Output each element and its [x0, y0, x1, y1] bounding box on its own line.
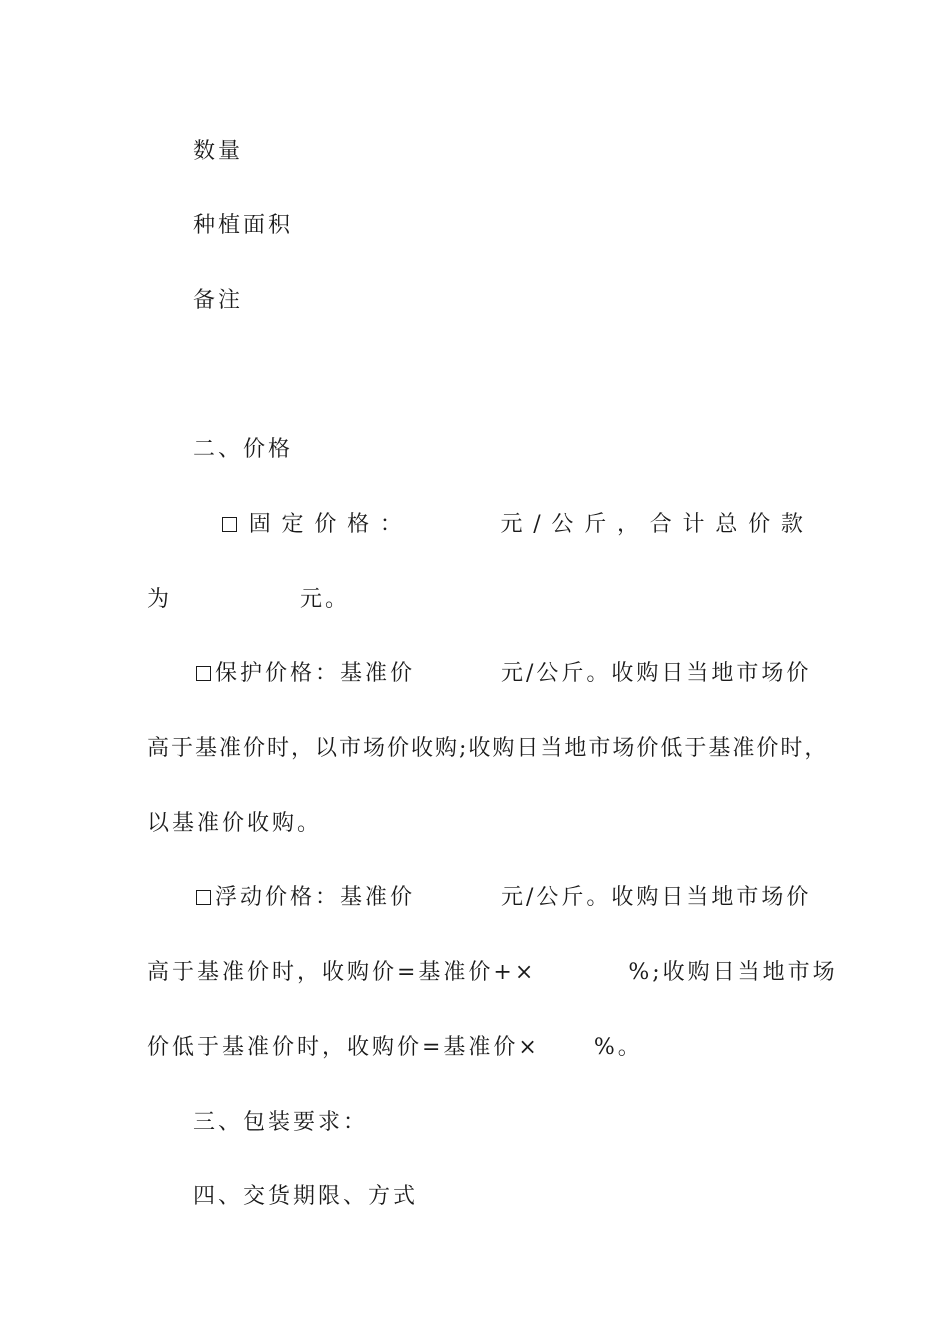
fixed-char: 价: [314, 512, 340, 537]
protected-price-line-3: 以基准价收购。: [147, 811, 323, 836]
floating-line3-a: 价低于基准价时，收购价=基准价×: [147, 1035, 540, 1060]
checkbox-floating-price[interactable]: [196, 885, 215, 910]
label-remarks: 备注: [193, 288, 244, 313]
fixed-char: 价: [748, 512, 774, 537]
fixed-char: 款: [780, 512, 806, 537]
floating-line2-a: 高于基准价时，收购价=基准价+×: [147, 960, 537, 985]
fixed-total-prefix: 为: [147, 587, 173, 612]
checkbox-fixed-price[interactable]: [222, 507, 241, 543]
protected-part1: 保护价格：基准价: [215, 661, 416, 686]
protected-part2: 元/公斤。收购日当地市场价: [501, 661, 812, 686]
fixed-char: ，: [616, 512, 642, 537]
section-heading-delivery: 四、交货期限、方式: [193, 1184, 419, 1209]
blank-fixed-price: [413, 507, 493, 543]
floating-line3-b: %。: [593, 1035, 643, 1060]
fixed-price-line-1: [222, 507, 806, 543]
fixed-price-line-2: [147, 582, 807, 618]
floating-price-line-1: [196, 880, 856, 916]
fixed-char: /: [533, 512, 544, 537]
fixed-char: 格: [347, 512, 373, 537]
fixed-char: 公: [551, 512, 577, 537]
fixed-char: 合: [649, 512, 675, 537]
fixed-char: 定: [281, 512, 307, 537]
fixed-char: 固: [248, 512, 274, 537]
label-planting-area: 种植面积: [193, 213, 294, 238]
floating-price-line-3: [147, 1030, 807, 1066]
fixed-char: 斤: [584, 512, 610, 537]
section-heading-price: 二、价格: [193, 437, 294, 462]
floating-line2-b: %;收购日当地市场: [628, 960, 838, 985]
floating-part2: 元/公斤。收购日当地市场价: [501, 885, 812, 910]
fixed-char: 计: [682, 512, 708, 537]
checkbox-protected-price[interactable]: [196, 661, 215, 686]
floating-price-line-2: [147, 955, 838, 991]
section-heading-packaging: 三、包装要求：: [193, 1110, 369, 1135]
floating-part1: 浮动价格：基准价: [215, 885, 416, 910]
fixed-total-suffix: 元。: [300, 587, 351, 612]
fixed-char: ：: [379, 512, 405, 537]
fixed-char: 总: [715, 512, 741, 537]
fixed-char: 元: [500, 512, 526, 537]
protected-price-line-2: 高于基准价时，以市场价收购;收购日当地市场价低于基准价时，: [147, 736, 829, 761]
label-quantity: 数量: [193, 139, 244, 164]
protected-price-line-1: [196, 656, 856, 692]
